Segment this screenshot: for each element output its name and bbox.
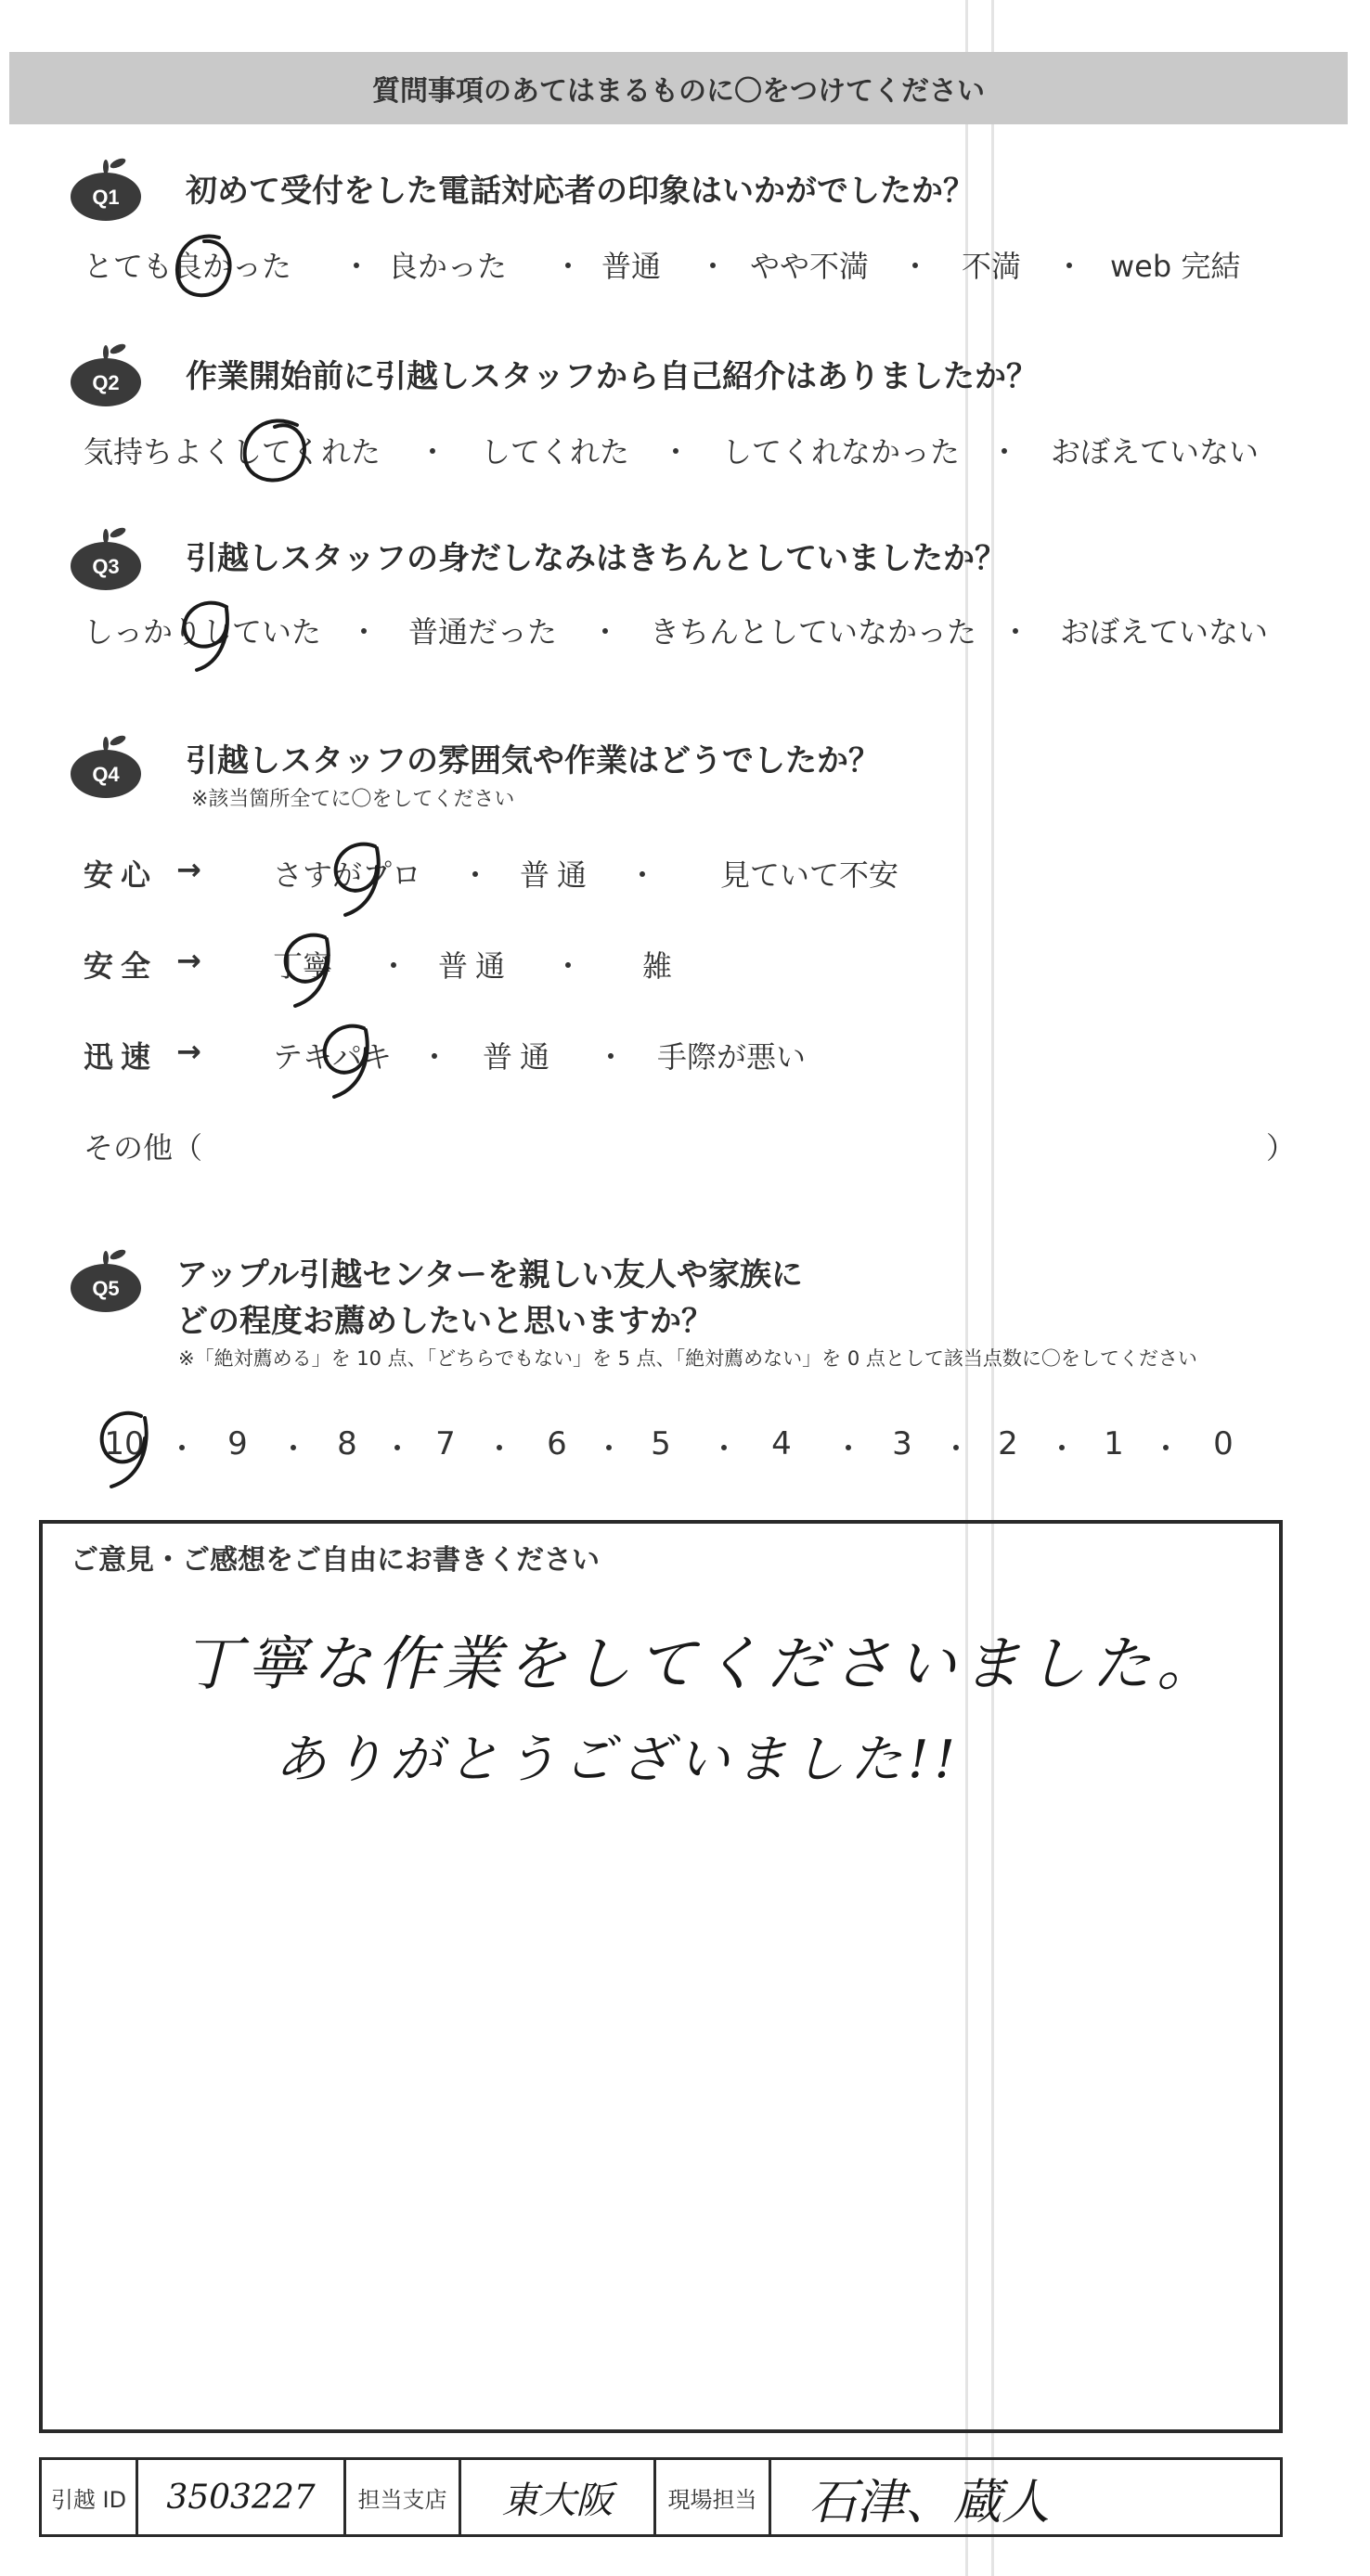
separator-dot: ・ [1047,1431,1078,1466]
comment-handwriting-line2: ありがとうございました!! [275,1730,962,1790]
separator-dot: ・ [834,1431,864,1466]
q4-question: 引越しスタッフの雰囲気や作業はどうでしたか？ [186,742,880,779]
q4-badge-label: Q4 [92,763,120,786]
separator-dot: ・ [709,1431,740,1466]
q3-option-1[interactable]: しっかりしていた [84,614,322,650]
q1-option-1[interactable]: とても良かった [84,249,292,284]
q4-anshin-option-3[interactable]: 見ていて不安 [720,857,899,893]
q4-other-label: その他（ [84,1130,203,1166]
q4-anzen-option-1[interactable]: 丁寧 [273,948,333,984]
arrow-icon: → [176,1034,201,1069]
q1-badge-label: Q1 [92,186,120,209]
separator-dot: ・ [1054,249,1085,284]
separator-dot: ・ [553,948,584,984]
q5-score-option[interactable]: 5 [651,1425,671,1462]
separator-dot: ・ [342,249,372,284]
q3-badge [67,527,145,592]
move-id-label: 引越 ID [42,2460,138,2534]
q5-note: ※「絶対薦める」を 10 点、「どちらでもない」を 5 点、「絶対薦めない」を 0 点として該当点数に〇をしてください [178,1347,1197,1370]
q1-option-2[interactable]: 良かった [388,249,508,284]
separator-dot: ・ [420,1039,450,1075]
q5-score-option[interactable]: 6 [547,1425,567,1462]
separator-dot: ・ [418,434,448,470]
q4-anzen-option-2[interactable]: 普通 [438,948,513,984]
separator-dot: ・ [1151,1431,1182,1466]
q5-score-option[interactable]: 0 [1213,1425,1234,1462]
q2-question: 作業開始前に引越しスタッフから自己紹介はありましたか？ [186,358,1038,395]
separator-dot: ・ [167,1431,198,1466]
q5-score-option[interactable]: 9 [227,1425,248,1462]
q5-score-option[interactable]: 3 [892,1425,912,1462]
q4-anshin-option-2[interactable]: 普通 [520,857,595,893]
q5-question-line1: アップル引越センターを親しい友人や家族に [176,1256,803,1294]
q5-score-option[interactable]: 10 [104,1425,145,1462]
q4-other-close: ） [1266,1130,1297,1166]
separator-dot: ・ [661,434,691,470]
separator-dot: ・ [278,1431,309,1466]
separator-dot: ・ [594,1431,625,1466]
separator-dot: ・ [941,1431,972,1466]
separator-dot: ・ [698,249,729,284]
q3-badge-label: Q3 [92,555,120,578]
q3-question: 引越しスタッフの身だしなみはきちんとしていましたか？ [186,540,1006,577]
q5-score-option[interactable]: 4 [771,1425,792,1462]
q2-badge [67,343,145,408]
q4-row-label-anshin: 安心 [84,857,159,893]
separator-dot: ・ [900,249,931,284]
q2-option-1[interactable]: 気持ちよくしてくれた [84,434,381,470]
q4-badge [67,735,145,800]
q3-option-2[interactable]: 普通だった [408,614,558,650]
move-id-value[interactable]: 3503227 [138,2460,346,2534]
separator-dot: ・ [349,614,380,650]
separator-dot: ・ [553,249,584,284]
q5-badge-label: Q5 [92,1277,120,1300]
separator-dot: ・ [1001,614,1031,650]
q4-anshin-option-1[interactable]: さすがプロ [273,857,422,893]
q3-option-4[interactable]: おぼえていない [1060,614,1269,650]
arrow-icon: → [176,943,201,978]
q4-jinsoku-option-2[interactable]: 普通 [483,1039,558,1075]
instructions-header [9,52,1348,124]
comments-box[interactable] [39,1520,1283,2433]
q2-option-3[interactable]: してくれなかった [722,434,961,470]
q1-option-5[interactable]: 不満 [962,249,1022,284]
separator-dot: ・ [596,1039,627,1075]
q2-option-2[interactable]: してくれた [481,434,630,470]
q4-other-input[interactable] [223,1123,1253,1164]
comments-title: ご意見・ご感想をご自由にお書きください [71,1544,600,1577]
separator-dot: ・ [485,1431,515,1466]
q2-option-4[interactable]: おぼえていない [1051,434,1260,470]
q2-badge-label: Q2 [92,371,120,394]
q5-score-option[interactable]: 2 [998,1425,1018,1462]
staff-value[interactable]: 石津、蔵人 [808,2474,1051,2531]
q5-score-option[interactable]: 8 [337,1425,357,1462]
branch-label: 担当支店 [346,2460,461,2534]
footer-table [39,2457,1283,2537]
q5-score-option[interactable]: 1 [1104,1425,1124,1462]
separator-dot: ・ [379,948,409,984]
q5-score-option[interactable]: 7 [435,1425,456,1462]
q4-row-label-anzen: 安全 [84,948,159,984]
staff-label: 現場担当 [656,2460,771,2534]
arrow-icon: → [176,852,201,887]
separator-dot: ・ [989,434,1020,470]
q4-jinsoku-option-3[interactable]: 手際が悪い [657,1039,807,1075]
separator-dot: ・ [627,857,658,893]
q1-badge [67,158,145,223]
q4-anzen-option-3[interactable]: 雑 [642,948,673,984]
q5-badge [67,1249,145,1314]
q4-jinsoku-option-1[interactable]: テキパキ [273,1039,393,1075]
separator-dot: ・ [382,1431,413,1466]
comment-handwriting-line1: 丁寧な作業をしてくださいました。 [182,1630,1221,1699]
q3-option-3[interactable]: きちんとしていなかった [650,614,977,650]
q1-option-4[interactable]: やや不満 [750,249,870,284]
q4-row-label-jinsoku: 迅速 [84,1039,159,1075]
q4-note: ※該当箇所全てに〇をしてください [191,788,515,811]
instructions-title: 質問事項のあてはまるものに〇をつけてください [372,75,985,108]
q1-option-3[interactable]: 普通 [601,249,662,284]
q1-question: 初めて受付をした電話対応者の印象はいかがでしたか？ [186,173,975,210]
separator-dot: ・ [590,614,621,650]
branch-value[interactable]: 東大阪 [461,2460,656,2534]
q5-question-line2: どの程度お薦めしたいと思いますか？ [176,1303,713,1340]
separator-dot: ・ [460,857,491,893]
q1-option-6[interactable]: web 完結 [1110,249,1241,284]
